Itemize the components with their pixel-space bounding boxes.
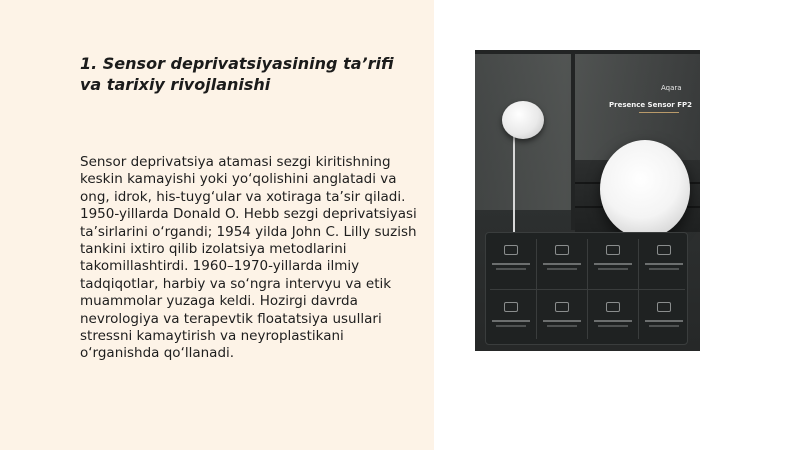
feature-icon [504,245,518,255]
feature-icon [555,302,569,312]
wifi-icon [606,302,620,312]
feature-icon [657,245,671,255]
small-sensor [502,101,544,139]
feature-cell [588,290,638,346]
feature-cell [537,233,587,289]
feature-panel [485,232,688,345]
feature-icon [504,302,518,312]
feature-cell [486,233,536,289]
feature-cell [639,290,689,346]
feature-cell [588,233,638,289]
window-frame-top [475,50,700,54]
feature-icon [606,245,620,255]
feature-icon [555,245,569,255]
feature-cell [537,290,587,346]
feature-cell [486,290,536,346]
feature-cell [639,233,689,289]
product-model-name: Presence Sensor FP2 [609,101,692,109]
brand-logo: Aqara [661,84,682,92]
product-image [475,50,700,351]
model-underline [639,112,679,113]
slide-title: 1. Sensor deprivatsiyasining ta’rifi va tarixiy rivojlanishi [80,54,394,94]
presence-sensor [600,140,690,238]
slide-body-text: Sensor deprivatsiya atamasi sezgi kiritishning keskin kamayishi yoki yo‘qolishini anglatadi va ong, idrok, his-tuyg‘ular va xotiraga ta’sir qiladi. 1950-yillarda Donald O. Hebb sezgi deprivatsiyasi ta’sirlarini o‘rgandi; 1954 yilda John C. Lilly suzish tankini ixtiro qilib izolatsiya metodlarini takomillashtirdi. 1960–1970-yillarda ilmiy tadqiqotlar, harbiy va so‘ngra intervyu va etik muammolar yuzaga keldi. Hozirgi davrda nevrologiya va terapevtik floatatsiya usullari stressni kamaytirish va neyroplastikani o‘rganishda qo‘llanadi. [80,154,417,362]
sensor-cable [513,136,515,246]
feature-icon [657,302,671,312]
